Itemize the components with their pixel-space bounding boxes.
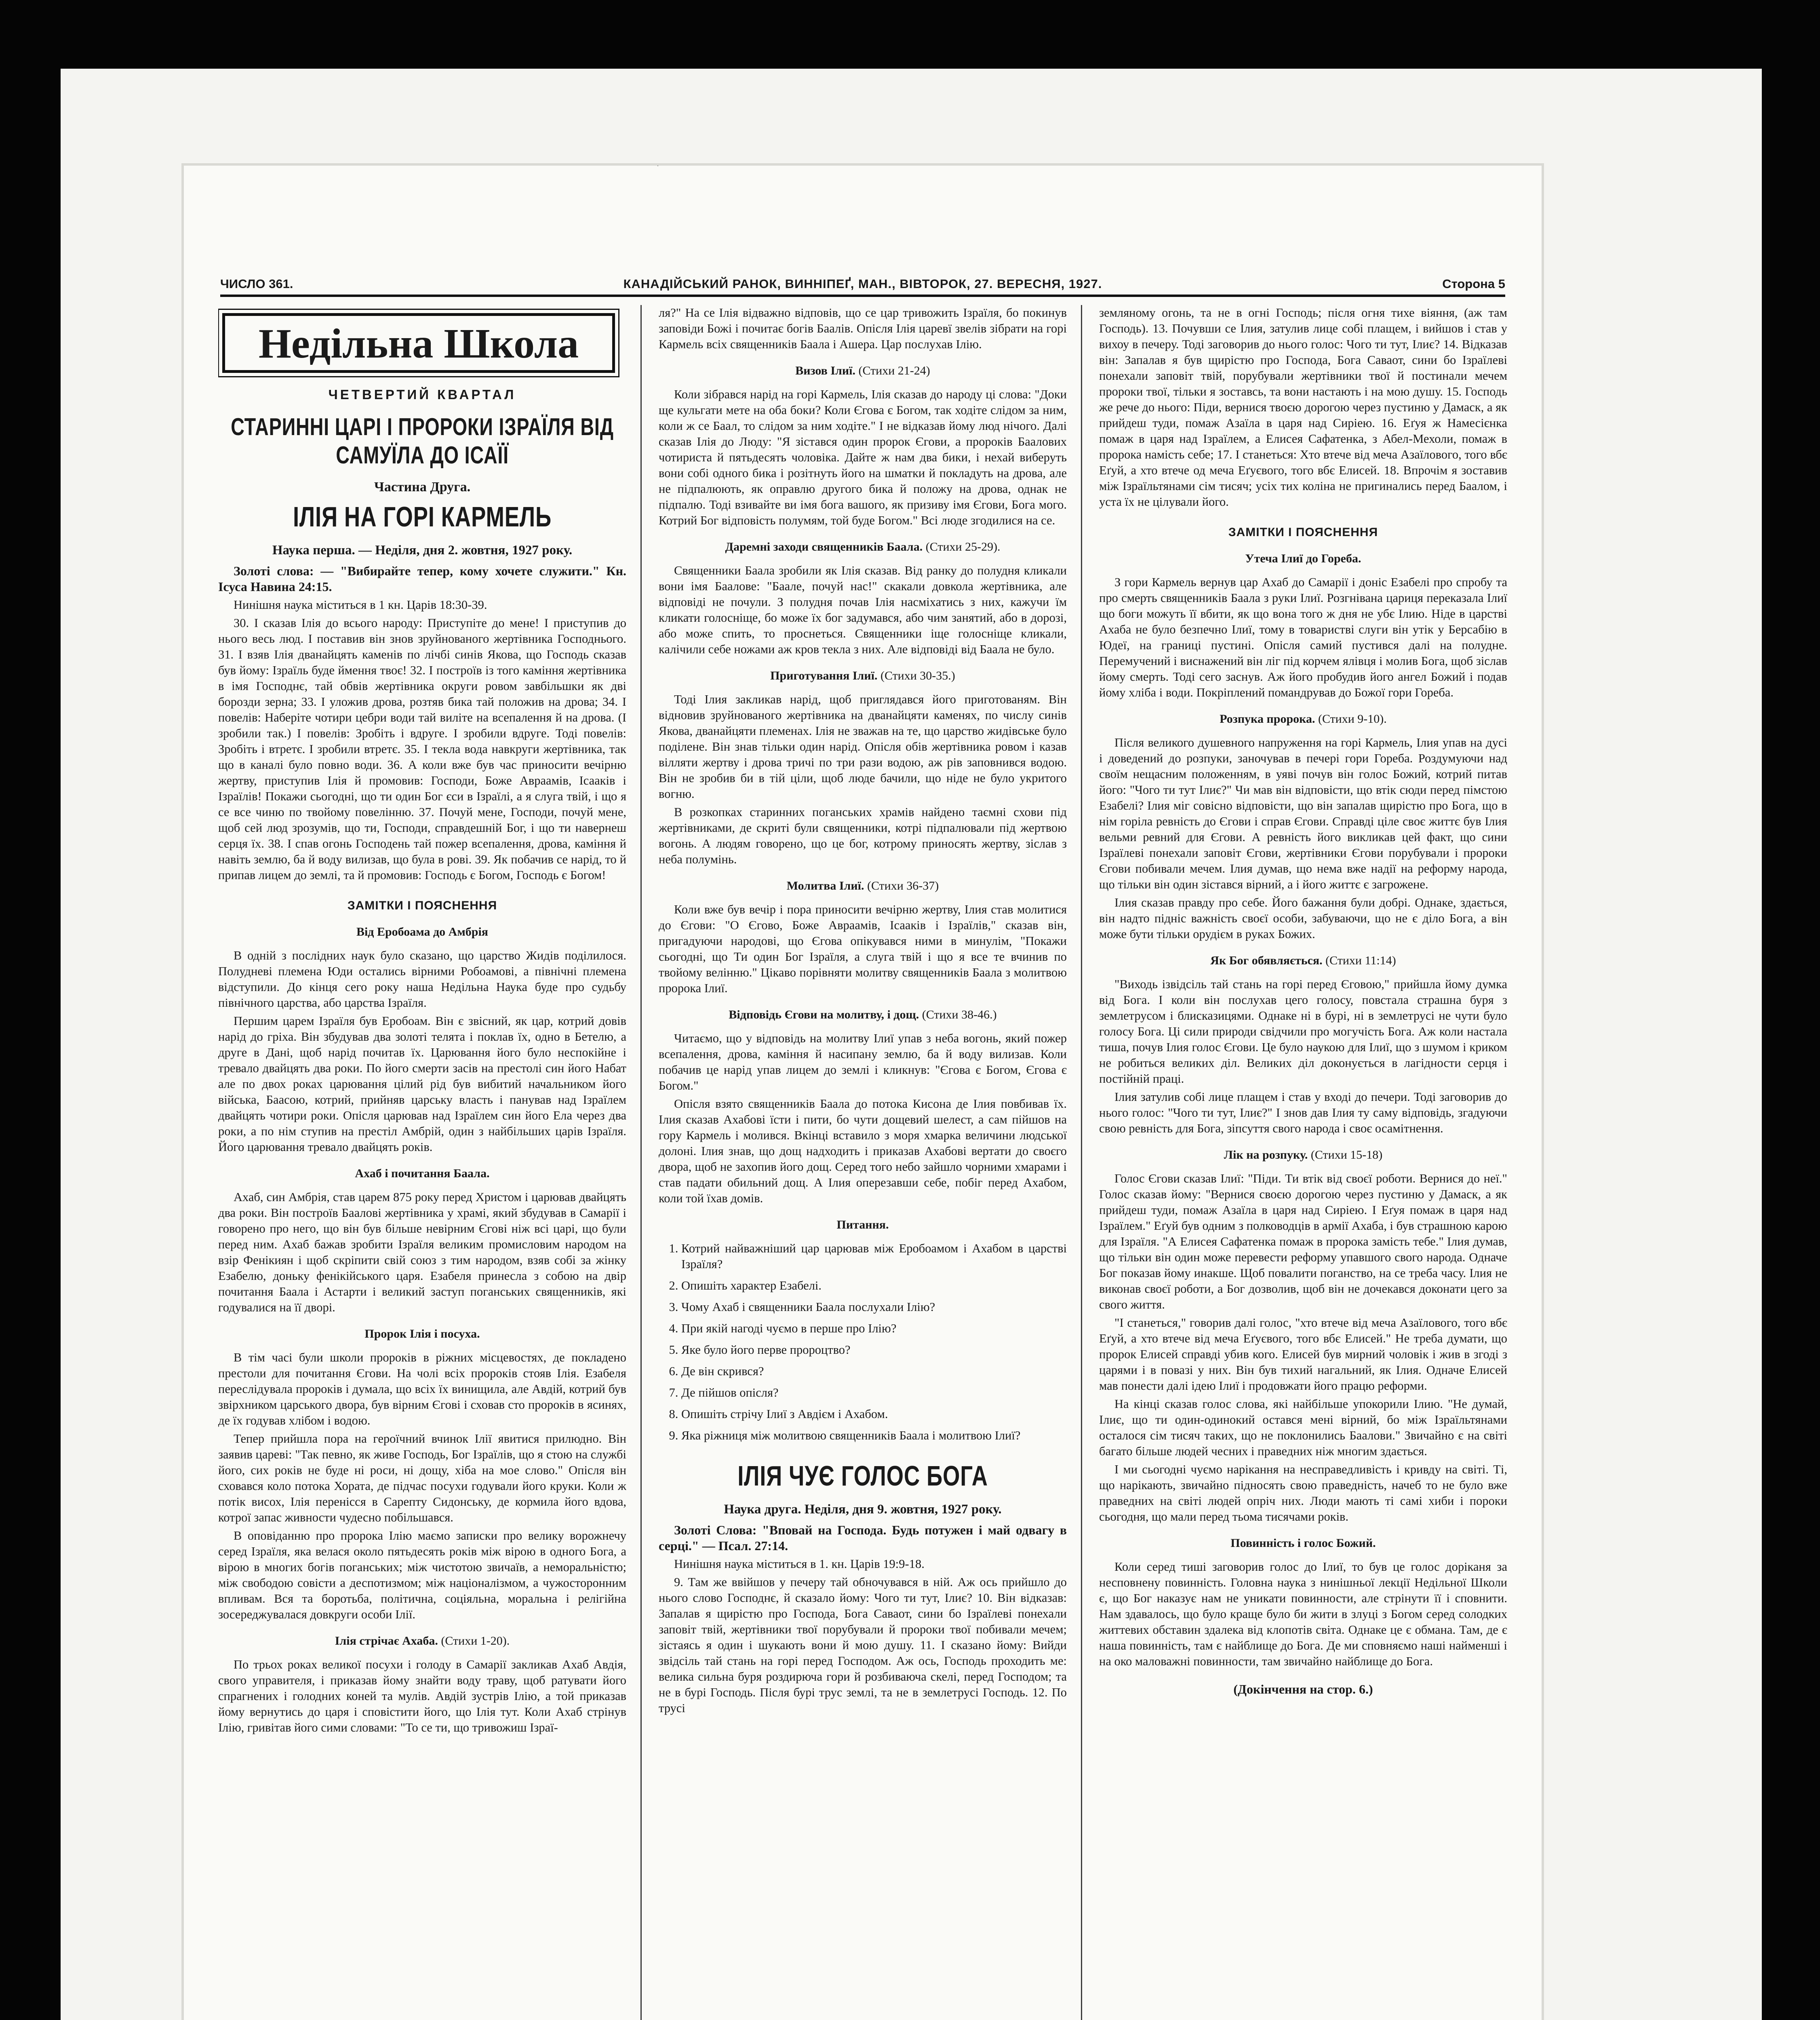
lesson2-title: ІЛІЯ ЧУЄ ГОЛОС БОГА xyxy=(737,1460,988,1492)
paragraph: На кінці сказав голос слова, які найбільше упокорили Ілию. "Не думай, Ілиє, що ти один-одинокий остався мені вірний, бо між Ізраїльтянами осталося сім тисяч таких, що не поклонились Баалови." Звичайно є на світі багато більше людей чесних і праведних ніж многим здається. xyxy=(1099,1397,1507,1458)
paragraph: Опісля взято священників Баала до потока Кисона де Ілия повбивав їх. Ілия сказав Ахабові їсти і пити, бо чути дощевий шелест, а сам пійшов на гору Кармель і молився. Вкінці вставило з моря хмарка величини людської долоні. Ілия знав, що дощ надходить і приказав Ахабові вертати до своєго двора, щоб не захопив його дощ. Серед того небо зайшло чорними хмарами і став падати обильний дощ. А Ілия оперезавши себе, побіг перед Ахабом, коли той їхав домів. xyxy=(659,1097,1067,1205)
subheading-text: Розпука пророка. xyxy=(1220,712,1315,726)
subheading-text: Приготування Ілиї. xyxy=(770,669,878,682)
paragraph: Коли вже був вечір і пора приносити вечірню жертву, Ілия став молитися до Єгови: "О Єгово, Боже Авраамів, Ісааків і Ізраїлів," сказав він, пригадуючи народові, що Єгова опікувався ними в минулім, "Покажи сьогодні, що Ти один Бог Ізраїля, а слуга твій і що я все те вчинив по твойому велінню." Цікаво порівняти молитву священників Баала з молитвою пророка Ілиї. xyxy=(659,903,1067,995)
subheading-text: Лік на розпуку. xyxy=(1224,1148,1308,1162)
verse-reference: (Стихи 25-29). xyxy=(925,540,1001,553)
subheading-text: Як Бог обявляється. xyxy=(1210,954,1323,967)
subheading-text: Відповідь Єгови на молитву, і дощ. xyxy=(729,1008,919,1021)
issue-number: ЧИСЛО 361. xyxy=(220,277,293,291)
question-item: 3. Чому Ахаб і священники Баала послухали Ілію? xyxy=(681,1299,1067,1315)
notes-heading: ЗАМІТКИ І ПОЯСНЕННЯ xyxy=(1228,526,1378,539)
questions-list xyxy=(659,1241,1067,1443)
paragraph: В одній з послідних наук було сказано, що царство Жидів поділилося. Полудневі племена Юди остались вірними Робоамові, а північні племена відступили. До кінця сего року наша Недільна Наука буде про судьбу північного царства, або царства Ізраїля. xyxy=(218,949,626,1010)
column-3 xyxy=(1099,305,1507,2020)
verse-reference: (Стихи 36-37) xyxy=(867,879,939,892)
question-item: 1. Котрий найважніший цар царював між Еробоамом і Ахабом в царстві Ізраїля? xyxy=(681,1241,1067,1272)
subheading: Повинність і голос Божий. xyxy=(1230,1536,1376,1550)
notes-subheading: Від Еробоама до Амбрія xyxy=(356,925,489,938)
golden-words: Золоті Слова: "Вповай на Господа. Будь потужен і май одвагу в серці." — Псал. 27:14. xyxy=(659,1523,1067,1553)
lesson-date: Наука перша. — Неділя, дня 2. жовтня, 1927 року. xyxy=(272,543,573,558)
subheading xyxy=(659,668,1067,684)
notes-subheading: Ахаб і почитання Баала. xyxy=(355,1167,490,1180)
paragraph: Тепер прийшла пора на героїчний вчинок Ілії явитися прилюдно. Він заявив цареві: "Так певно, як живе Господь, Бог Ізраїлів, що я стою на службі його, сих років не буде ні роси, ні дощу, хіба на мое слово." Опісля він сховався коло потока Хората, де підчас посухи годували його круки. Коли ж потік висох, Ілія перенісся в Сарепту Сидонську, де кормила його вдова, котрої запас живности чудесно побільшався. xyxy=(218,1432,626,1524)
question-item: 2. Опишіть характер Езабелі. xyxy=(681,1278,1067,1294)
lesson-title: ІЛІЯ НА ГОРІ КАРМЕЛЬ xyxy=(293,501,552,532)
continued-notice: (Докінчення на стор. 6.) xyxy=(1233,1682,1373,1696)
verse-reference: (Стихи 11:14) xyxy=(1325,954,1396,967)
column-2 xyxy=(659,305,1067,2020)
subheading-text: Ілія стрічає Ахаба. xyxy=(335,1634,438,1648)
paragraph: ля?" На се Ілія відважно відповів, що се цар тривожить Ізраїля, бо покинув заповіди Божі і почитає богів Баалів. Опісля Ілія царевї звелів зібрати на горі Кармель всіх священників Баала і Ашера. Цар послухав Ілію. xyxy=(659,306,1067,351)
scripture-text: 30. І сказав Ілія до всього народу: Приступіте до мене! І приступив до нього весь люд. І поставив він знов зруйнованого жертівника Господнього. 31. І взяв Ілія дванайцять каменів по лічбі синів Якова, що Господь сказав був йому: Ізраїль буде ймення твоє! 32. І построїв із того каміння жертівника в імя Господнє, тай обвів жертівника округи ровом завбільшки як дві борозди зерна; 33. І уложив дрова, розтяв бика тай положив на дрова; 34. І повелів: Наберіте чотири цебри води тай виліте на всепалення й на дрова. (І зробили так.) І повелів: Зробіть і вдруге. І зробили вдруге. Тоді повелів: Зробіть і втретє. І зробили втретє. 35. І текла вода навкруги жертівника, так що в каналі було повно води. 36. А коли вже був час приносити вечірню жертву, приступив Ілія й промовив: Господи, Боже Авраамів, Ісааків і Ізраїлів! Покажи сьогодні, що ти один Бог єси в Ізраїлі, а я слуга твій, і що я се все чиню по твойому повелінню. 37. Почуй мене, Господи, почуй мене, щоб сей люд зрозумів, що ти, Господи, справдешній Бог, і що ти навернеш серця їх. 38. І спав огонь Господень тай пожер всепалення, дрова, каміння й навіть землю, ба й воду вилизав, що була в рові. 39. Як побачив се нарід, то й припав лицем до землі, та й промовив: Господь є Богом, Господь є Богом! xyxy=(218,616,626,882)
lesson-reference: Нинішня наука міститься в 1 кн. Царів 18:30-39. xyxy=(234,598,487,612)
question-item: 7. Де пійшов опісля? xyxy=(681,1385,1067,1401)
verse-reference: (Стихи 1-20). xyxy=(441,1634,510,1648)
paragraph: З гори Кармель вернув цар Ахаб до Самарії і доніс Езабелі про спробу та про смерть священників Баала з руки Ілиї. Розгнівана цариця переказала Ілиї що боги можуть її вбити, як що вона того ж дня не убє Ілию. Ніде в царстві Ахаба не було безпечно Ілиї, тому в товаристві слуги він утік у Берсабію в Юдеї, на границі пустині. Опісля самий пустився далі на полудне. Перемучений і виснажений він ліг під корчем ялівця і молив Бога, щоб зіслав йому смерть. Тоді сего заснув. Аж його пробудив його ангел Божий і подав йому хліба і води. Покріплений помандрував до Божої гори Гореба. xyxy=(1099,575,1507,699)
paragraph: В тім часі були школи пророків в ріжних місцевостях, де покладено престоли для почитання Єгови. На чолі всіх пророків стояв Ілія. Езабеля переслідувала пророків і думала, що всіх їх винищила, але Авдій, котрий був звірхником царського двора, був вірним Єгові і сховав сто пророків в ясинях, де їх годував хлібом і водою. xyxy=(218,1351,626,1427)
notes-heading: ЗАМІТКИ І ПОЯСНЕННЯ xyxy=(347,899,497,912)
subheading-text: Молитва Ілиї. xyxy=(786,879,864,892)
verse-reference: (Стихи 15-18) xyxy=(1310,1148,1383,1162)
column-rule xyxy=(640,305,642,2020)
question-item: 6. Де він скрився? xyxy=(681,1364,1067,1379)
page-number: Сторона 5 xyxy=(1442,277,1505,291)
paragraph: Після великого душевного напруження на горі Кармель, Ілия упав на дусі і доведений до розпуки, заночував в печері гори Гореба. Роздумуючи над своїм нещасним положенням, в уяві почув він голос Божий, котрий питав його: "Чого ти тут Ілиє?" Чи мав він відповісти, що втік сюди перед пімстою Езабелі? Ілия міг совісно відповісти, що він запалав щирістю про Бога, що в нім горіла ревність до Єгови і справ Єгови. Справді ціле своє життє був Ілия вельми ревний для Єгови. А ревність його викликав цей факт, що сини Ізраїлеві понехали заповіт Єгови, жертівники Єгови порубували і пророки Єгови побивали мечем. Ілия думав, що нема вже надії на реформу народа, що тільки він один зістався вірний, а і його життє є загрожене. xyxy=(1099,736,1507,891)
paragraph: "Виходь ізвідсіль тай стань на горі перед Єговою," прийшла йому думка від Бога. І коли він послухав цего голосу, повстала страшна буря з землетрусом і блисказицями. Однаке ні в бурі, ні в землетрусі не чути було голосу Бога. Ці сили природи свідчили про могучість Бога. Аж коли настала тиша, почув Ілия голос Єгови. Це було наукою для Ілиї, що з шумом і криком не робиться великих діл. Великих діл доконується в лагідности серця і постійній праці. xyxy=(1099,977,1507,1086)
verse-reference: (Стихи 38-46.) xyxy=(922,1008,997,1021)
paragraph: По трьох роках великої посухи і голоду в Самарії закликав Ахаб Авдія, свого управителя, і приказав йому знайти воду траву, щоб ратувати його спрагнених і голодних коней та мулів. Авдій зустрів Ілію, а той приказав йому вернутись до царя і сповістити його, що Ілія тут. Коли Ахаб стрінув Ілію, гривітав його сими словами: "То се ти, що тривожиш Ізраї- xyxy=(218,1658,626,1734)
subheading xyxy=(1099,711,1507,727)
page-header xyxy=(220,277,1505,297)
subheading: Утеча Ілиї до Гореба. xyxy=(1245,552,1361,565)
paragraph: Читаємо, що у відповідь на молитву Ілиї упав з неба вогонь, який пожер всепалення, дрова, каміння й насипану землю, ба й воду вилизав. Коли побачив це нарід упав лицем до землі і кликнув: "Єгова є Богом, Єгова є Богом." xyxy=(659,1031,1067,1092)
column-1 xyxy=(218,305,626,2020)
lesson2-date: Наука друга. Неділя, дня 9. жовтня, 1927 року. xyxy=(724,1502,1002,1517)
subheading xyxy=(659,878,1067,894)
verse-reference: (Стихи 21-24) xyxy=(858,364,930,377)
paragraph: "І станеться," говорив далі голос, "хто втече від меча Азаїлового, того вбє Еґуй, а хто втече від меча Еґуєвого, того вбє Елисей." Не треба думати, що пророк Елисей справді убив кого. Елисей був мирний чоловік і жив в згоді з царями і в повазі у них. Він був тихий нагальний, як Ілия. Одначе Елисей мав понести далі ідею Ілиї і продовжати його працю реформи. xyxy=(1099,1316,1507,1393)
subheading xyxy=(659,363,1067,379)
question-item: 8. Опишіть стрічу Ілиї з Авдієм і Ахабом. xyxy=(681,1406,1067,1422)
paragraph: В оповіданню про пророка Ілію маємо записки про велику ворожнечу серед Ізраїля, яка велася около пятьдесять років між вірою в одного Бога, а вірою в многих богів поганських; між чистотою звичаїв, а неморальністю; між свободою совісти а деспотизмом; між націоналізмом, а чужосторонним впливам. Вся та боротьба, політична, соціяльна, моральна і релігійна зосереджувалася довкруги особи Ілії. xyxy=(218,1529,626,1621)
paragraph: земляному огонь, та не в огні Господь; після огня тихе віяння, (аж там Господь). 13. Почувши се Ілия, затулив лице собі плащем, і вийшов і став у вихоу в печеру. Тоді заговорив до нього голос: Чого ти тут, Ілиє? 14. Відказав він: Запалав я був щирістю про Господа, Бога Саваот, сини бо Ізраїлеві понехали заповіт твій, порубували жертівники твої й постинали мечем пророки твої, тільки я зоставсь, та вони настають і на мою душу. 15. Господь же рече до нього: Піди, вернися твоєю дорогою через пустиню у Дамаск, а як прийдеш туди, помаж Азаїла в царя над Сиріею. 16. Еґуя ж Намесієнка помаж в царя над Ізраїлем, а Елисея Сафатенка, з Абел-Мехоли, помаж в пророка намість себе; 17. І станеться: Хто втече від меча Азаїлового, того вбє Еґуй, а хто втече од меча Еґуєвого, того вбє Елисей. 18. Впрочім я зоставив між Ізраїльтянами сім тисяч; усіх тих колінa не пригинались перед Баалом, і уста їх не цілували його. xyxy=(1099,306,1507,509)
paragraph: Коли зібрався нарід на горі Кармель, Ілія сказав до народу ці слова: "Доки ще кульгати мете на оба боки? Коли Єгова є Богом, так ходіте слідом за ним, коли ж се Баал, то слідом за ним ходіте." І не відказав йому люд нічого. Далі сказав Ілія до Люду: "Я зістався один пророк Єгови, а пророків Баалових чотириста й пятьдесять чоловіка. Дайте ж нам два бики, і нехай виберуть вони собі одного бика і розітнуть його на шматки й покладуть на дрова, але не підпалюють, як оправлю другого бика й положу на дрова, однак не підпалю. Тоді взивайте ви імя бога вашого, як призиву імя Єгови, Бога мого. Котрий Бог відповість полумям, той буде Богом." Всі люде згодилися на се. xyxy=(659,387,1067,527)
paragraph: Тоді Ілия закликав нарід, щоб приглядався його приготованям. Він відновив зруйнованого жертівника на дванайцяти каменях, по числу синів Якова, дванайцяти племенах. Ілія не зважав на те, що царство жидівське було поділене. Він знав тільки один нарід. Опісля обів жертівника ровом і казав вілляти жертву і дрова тричі по три рази водою, аж рів заповнився водою. Він не зробив би в тій ціли, щоб люде бачили, що ніде не було укритого вогню. xyxy=(659,692,1067,801)
paragraph: Коли серед тиші заговорив голос до Ілиї, то був це голос доріканя за несповнену повинність. Головна наука з нинішньої лекції Недільної Школи є, що Бог наказує нам не уникати повинности, але стрінути її і сповнити. Нам здавалось, що було краще було би жити в злуці з Богом серед солодких життевих обставин здалека від клопотів світа. Однаке це є обмана. Там, де є наша повинність, там є найблище до Бога. Де ми сповняємо наші найменші і на око маловажні повинности, там звичайно найблище до Бога. xyxy=(1099,1560,1507,1668)
paragraph: Ілия сказав правду про себе. Його бажання були добрі. Однаке, здається, він надто підніс важність своєї особи, забуваючи, що не є діло Бога, а він може бути тільки орудієм в руках Божих. xyxy=(1099,896,1507,941)
paragraph: Ахаб, син Амбрія, став царем 875 року перед Христом і царював двайцять два роки. Він построїв Баалові жертівника у храмі, який збудував в Самарії і говорено про него, що він був більше невірним Єгові ніж всі царі, що були перед ним. Ахаб бажав зробити Ізраїля великим промисловим народом на взір Фенікиян і щоб скріпити свій союз з тим народом, взяв собі за жінку Езабелю, доньку фенікійського царя. Езабеля принесла з собою на двір почитання Баала і Астарти і великий заступ поганських священників, які годувалися на її дворі. xyxy=(218,1190,626,1314)
question-item: 4. При якій нагоді чуємо в перше про Ілію? xyxy=(681,1321,1067,1336)
paragraph: Священники Баала зробили як Ілія сказав. Від ранку до полудня кликали вони імя Баалове: "Баале, почуй нас!" скакали довкола жертівника, але відповіді не почули. З полудня почав Ілія насміхатись з них, кажучи їм кликати голосніще, бо може їх бог задумався, або чим занятий, або в дорозі, або може спить, то проснеться. Священники іще голосніще кликали, калічили себе ножами аж кров текла з них. Але відповіді від Баала не було. xyxy=(659,564,1067,656)
question-item: 5. Яке було його перве пророцтво? xyxy=(681,1342,1067,1358)
golden-words: Золоті слова: — "Вибирайте тепер, кому хочете служити." Кн. Ісуса Навина 24:15. xyxy=(218,564,626,594)
subheading-text: Визов Ілиї. xyxy=(795,364,855,377)
series-headline: СТАРИННІ ЦАРІ І ПРОРОКИ ІЗРАЇЛЯ ВІД САМУЇЛА ДО ІСАЇЇ xyxy=(231,413,614,469)
quarter-label: ЧЕТВЕРТИЙ КВАРТАЛ xyxy=(328,387,516,402)
subheading xyxy=(659,1007,1067,1023)
notes-subheading: Пророк Ілія і посуха. xyxy=(364,1327,480,1340)
paragraph: Ілия затулив собі лице плащем і став у вході до печери. Тоді заговорив до нього голос: "Чого ти тут, Ілиє?" І знов дав Ілия ту саму відповідь, згадуючи свою ревність для Бога, зіпсуття свого народа і своє осамітнення. xyxy=(1099,1090,1507,1135)
subheading xyxy=(659,539,1067,555)
paragraph: Голос Єгови сказав Ілиї: "Піди. Ти втік від своєї роботи. Вернися до неї." Голос сказав йому: "Вернися своєю дорогою через пустиню у Дамаск, а як прийдеш туди, помаж Азаїла в царя над Сиріею. І Еґуя помаж в царя над Ізраїлем." Еґуй був одним з полководців в армії Ахаба, і був страшною карою для Ізраїля. "А Елисея Сафатенка помаж в пророка замість тебе." Ілия думав, що тільки він один може перевести реформу упавшого свого народа. Одначе Бог показав йому инакше. Щоб повалити поганство, на се треба часу. Ілия не виконав своєї роботи, а Бог дозволив, щоб він не дочекався доконати цего за свого життя. xyxy=(1099,1172,1507,1311)
newspaper-page xyxy=(184,166,1542,2020)
paragraph: В розкопках старинних поганських храмів найдено таємні схови під жертівниками, де скриті були священники, котрі підпалювали під жертвою вогонь. А людям говорено, що це бог, котрому приносять жертву, зіслав з неба полумінь. xyxy=(659,805,1067,866)
part-label: Частина Друга. xyxy=(374,480,471,494)
paragraph: І ми сьогодні чуємо нарікання на несправедливість і кривду на світі. Ті, що нарікають, звичайно підносять свою праведність, начеб то не було вже праведних на світі людей опріч них. Люди мають ті самі хиби і пороки сьогодня, що мали перед тьома тисячами років. xyxy=(1099,1462,1507,1523)
paragraph: Першим царем Ізраїля був Еробоам. Він є звісний, як цар, котрий довів нарід до гріха. Він збудував два золоті телята і поклав їх, одно в Бетелю, а друге в Дані, щоб нарід почитав їх. Царювання його було неспокійне і тревало двайцять два роки. По його смерти засів на престолі син його Набат але по двох роках царювання цілий рід був вибитий начальником його війська, Баасою, котрий, прийняв царську власть і панував над Ізраїлем двайцять чотири роки. Опісля царював над Ізраїлем син його Ела через два роки, а по нім ступив на престіл Амбрій, один з найбільших царів Ізраїля. Його царювання тревало двайцять років. xyxy=(218,1014,626,1154)
scripture-text: 9. Там же ввійшов у печеру тай обночувався в ній. Аж ось прийшло до нього слово Господнє, й сказало йому: Чого ти тут, Ілиє? 10. Він відказав: Запалав я щирістю про Господа, Бога Саваот, сини бо Ізраїлеві понехали заповіт твій, жертівники твої порубували й пророки твої побивали мечем; зістаясь я один і шукають вони й мою душу. 11. І сказано йому: Вийди звідсіль тай стань на горі перед Господом. Аж ось, Господь проходить ме: велика сильна буря роздирюча гори й розбиваюча скелі, перед Господом; та не в бурі Господь. Після бурі трус землі, та не в землетрусі Господь. 12. По трусі xyxy=(659,1575,1067,1715)
lesson-reference: Нинішня наука міститься в 1. кн. Царів 19:9-18. xyxy=(674,1557,925,1571)
newspaper-dateline: КАНАДІЙСЬКИЙ РАНОК, ВИННІПЕҐ, МАН., ВІВТОРОК, 27. ВЕРЕСНЯ, 1927. xyxy=(623,277,1102,291)
verse-reference: (Стихи 9-10). xyxy=(1318,712,1387,726)
column-rule xyxy=(1081,305,1082,2020)
subheading xyxy=(1099,953,1507,968)
question-item: 9. Яка ріжниця між молитвою священників Баала і молитвою Ілиї? xyxy=(681,1428,1067,1443)
questions-heading: Питання. xyxy=(836,1218,889,1231)
notes-subheading xyxy=(218,1633,626,1649)
subheading-text: Даремні заходи священників Баала. xyxy=(725,540,923,553)
section-masthead: Недільна Школа xyxy=(222,313,615,373)
subheading xyxy=(1099,1147,1507,1163)
verse-reference: (Стихи 30-35.) xyxy=(880,669,955,682)
